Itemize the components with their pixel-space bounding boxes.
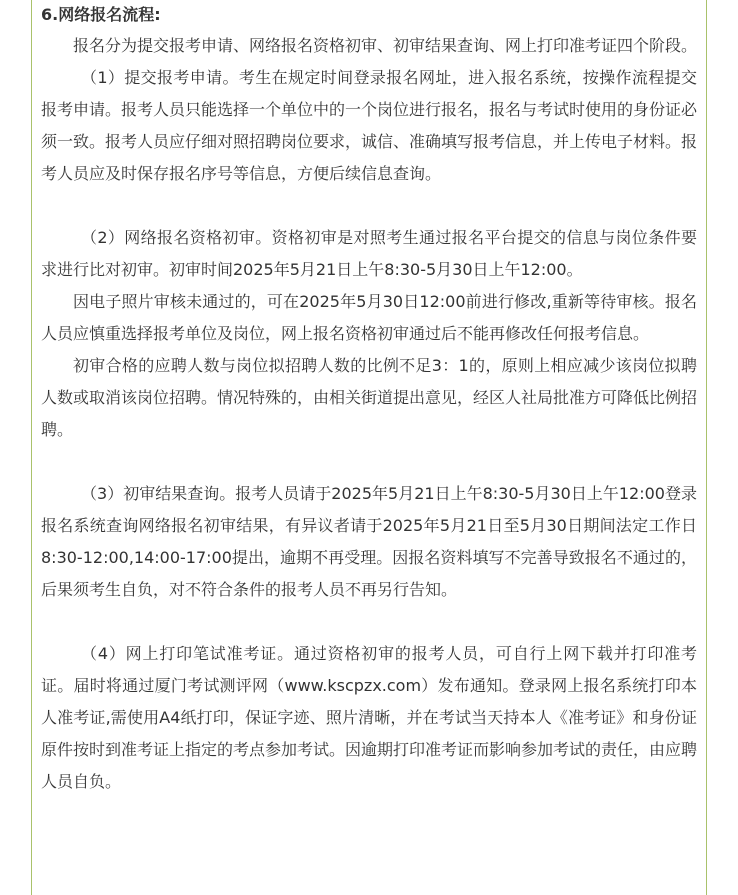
intro-paragraph: 报名分为提交报考申请、网络报名资格初审、初审结果查询、网上打印准考证四个阶段。	[73, 36, 698, 55]
step2-paragraph: （2）网络报名资格初审。资格初审是对照考生通过报名平台提交的信息与岗位条件要求进行比对初审。初审时间2025年5月21日上午8:30-5月30日上午12:00。	[41, 228, 697, 279]
step1-paragraph: （1）提交报考申请。考生在规定时间登录报名网址，进入报名系统，按操作流程提交报考申请。报考人员只能选择一个单位中的一个岗位进行报名，报名与考试时使用的身份证必须一致。报考人员应仔细对照招聘岗位要求，诚信、准确填写报考信息，并上传电子材料。报考人员应及时保存报名序号等信息，方便后续信息查询。	[41, 68, 698, 183]
step2-note-ratio: 初审合格的应聘人数与岗位拟招聘人数的比例不足3：1的，原则上相应减少该岗位拟聘人数或取消该岗位招聘。情况特殊的，由相关街道提出意见，经区人社局批准方可降低比例招聘。	[41, 356, 698, 439]
step2-note-photo: 因电子照片审核未通过的，可在2025年5月30日12:00前进行修改,重新等待审核。报名人员应慎重选择报考单位及岗位，网上报名资格初审通过后不能再修改任何报考信息。	[41, 292, 697, 343]
section-title: 6.网络报名流程:	[41, 5, 161, 24]
step3-paragraph: （3）初审结果查询。报考人员请于2025年5月21日上午8:30-5月30日上午12:00登录报名系统查询网络报名初审结果，有异议者请于2025年5月21日至5月30日期间法定工作日8:30-12:00,14:00-17:00提出，逾期不再受理。因报名资料填写不完善导致报名不通过的，后果须考生自负，对不符合条件的报考人员不再另行告知。	[41, 484, 697, 599]
step4-paragraph: （4）网上打印笔试准考证。通过资格初审的报考人员，可自行上网下载并打印准考证。届时将通过厦门考试测评网（www.kscpzx.com）发布通知。登录网上报名系统打印本人准考证,需使用A4纸打印，保证字迹、照片清晰，并在考试当天持本人《准考证》和身份证原件按时到准考证上指定的考点参加考试。因逾期打印准考证而影响参加考试的责任，由应聘人员自负。	[41, 644, 698, 791]
spacer	[41, 606, 697, 638]
spacer	[41, 446, 697, 478]
article-content	[41, 0, 697, 798]
spacer	[41, 190, 697, 222]
